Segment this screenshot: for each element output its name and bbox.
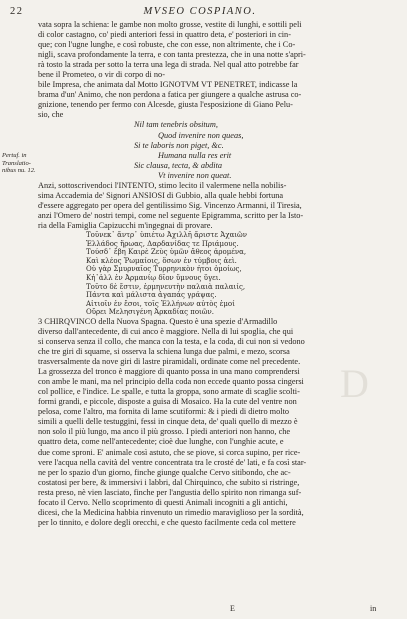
text-line: sio, che — [38, 110, 64, 120]
text-line: vere l'acqua nella cavità del ventre concentrata tra le crosté de' lati, e fa così star- — [38, 457, 307, 467]
text-line: diverso dall'antecedente, di cui anco è maggiore. Nella di lui spoglia, che qui — [38, 326, 294, 336]
text-line: vata sopra la schiena: le gambe non molto grosse, vestite di lunghi, e sottili peli — [38, 20, 302, 29]
text-line: di color castagno, co' piedi anteriori fessi in quattro deta, e' posteriori in cin- — [38, 30, 291, 40]
paragraph-chirquinco — [38, 317, 400, 528]
page-number: 22 — [10, 6, 24, 17]
text-line: non solo il più lungo, ma anco il più grosso. I piedi anteriori non hanno, che — [38, 427, 291, 437]
text-line: Αἰτιοῖν ἐν ἔσοι, τοῖς Ἑλλήνων αὐτὸς ἐμοί — [86, 299, 235, 308]
text-line: que; con l'ugne lunghe, e così robuste, che con esse, non altrimente, che i Co- — [38, 40, 296, 50]
text-line: pelosa, come l'altro, ma fornita di lame scutiformi: & i piedi di dietro molto — [38, 407, 290, 417]
text-line: Κἠ᾽ἀλλ ἐν Ἀρμανίῳ δῖον ὕμνους ὕγει. — [86, 273, 221, 282]
text-line: Τοῦνεκ᾽ ἄντρ᾽ ὑπιέτω Ἀχιλλῆ ἄριστε Ἀχαιῶν — [86, 230, 248, 239]
signature-mark: E — [230, 604, 235, 613]
latin-verse — [38, 120, 400, 180]
text-line: La grossezza del tronco è maggiore di quanto possa in una mano comprendersi — [38, 367, 300, 377]
text-line: Πάντα καὶ μάλιστα ἀγαπάς γράψας. — [86, 291, 217, 300]
show-through-initial: D — [340, 361, 369, 406]
text-line: Si te laboris non piget, &c. — [134, 140, 224, 150]
text-line: per lo tinnito, e dolore degli orecchi, e che questo facilmente ceda col mettere — [38, 517, 296, 527]
text-line: formi grandi, e piccole, disposte a guisa di Mosaico. Ha la cute del ventre non — [38, 397, 297, 407]
text-line: Nil tam tenebris obsitum, — [134, 120, 218, 130]
text-line: Καὶ κλέος Ῥωμαίοις, ὅσων ἐν τύμβοις ἀεὶ. — [86, 256, 237, 265]
text-line: Τούσδ᾽ ἔβη Καιρὲ Ζεὺς ὑμῶν ἄθεος ἀρομένα, — [86, 248, 247, 257]
text-line: d'essere aggregato per opera del gentilissimo Sig. Vincenzo Armanni, il Tiresia, — [38, 200, 302, 210]
margin-note-line: Pertuf. in — [2, 152, 27, 159]
text-line: sima Accademia de' Signori ANSIOSI di Gubbio, alla quale hebbi fortuna — [38, 190, 284, 200]
text-line: con ambe le mani, ma nel principio della coda non eccede quanto possa cingersi — [38, 377, 304, 387]
text-line: quattro deta, come nell'antecedente; cioè due lunghe, con l'unghie acute, e — [38, 437, 284, 447]
greek-epigram — [38, 231, 400, 317]
text-line: Τοῦτο δὲ ἔστιν, ἑρμηνευτὴν παλαιὰ παλαιίς, — [86, 282, 246, 291]
main-text — [38, 20, 400, 528]
text-line: brama d'un' Animo, che non perdona a fatica per giungere a qualche astrusa co- — [38, 90, 302, 100]
text-line: dicesi, che la Medicina habbia rinvenuto un rimedio maraviglioso per la sordità, — [38, 507, 304, 517]
margin-note-line: nibus nu. 12. — [2, 167, 36, 174]
text-line: col pollice, e l'indice. Le spalle, e tutta la groppa, sono armate di scaglie scolti- — [38, 387, 300, 397]
text-line: Sic clausa, tecta, & abdita — [134, 160, 223, 170]
text-line: 3 CHIRQVINCO della Nuova Spagna. Questo è una spezie d'Armadillo — [38, 316, 278, 326]
text-line: Ἑλλάδος ἥρωας, Δαρδανίδας τε Πριάμους. — [86, 239, 239, 248]
text-line: Οὐ γὰρ Σμυρναῖος Τυρρηνικὸν ἦτοι ὁμοίως, — [86, 265, 242, 274]
paragraph-accademia — [38, 181, 400, 231]
text-line: simili a quelli delle testuggini, fessi in cinque deta, de' quali quello di mezzo è — [38, 417, 298, 427]
text-line: focato il Cervo. Nello scoprimento di questi Animali incogniti a gli antichi, — [38, 497, 288, 507]
text-line: si conserva senza il collo, che manca con la testa, e la coda, di cui non si vedono — [38, 337, 305, 347]
text-line: gnizione, tenendo per fermo con Alcesde, giusta l'esposizione di Giano Pelu- — [38, 100, 293, 110]
catchword: in — [370, 604, 377, 613]
text-line: resta preso, nè vien lasciato, finche per l'angustia dello spirito non rimanga suf- — [38, 487, 302, 497]
text-line: ne per lo spazio d'un giorno, finche giunge qualche Cervo sitibondo, che ac- — [38, 467, 291, 477]
text-line: rà tosto la strada per sotto la terra una lega di strada. Nel qual atto potrebbe far — [38, 60, 299, 70]
text-line: bile Impresa, che animata dal Motto IGNOTVM VT PENETRET, indicasse la — [38, 80, 298, 90]
margin-note-line: Translatio- — [2, 159, 31, 167]
text-line: Οὔρει Μελησιγένη Ἀρκαδίας ποιῶν. — [86, 308, 214, 317]
text-line: Vt invenire non queat. — [158, 170, 232, 180]
text-line: Quod invenire non queas, — [158, 130, 244, 140]
text-line: Humana nulla res erit — [158, 150, 232, 160]
text-line: due come sproni. E' animale così astuto, che se piove, si corca supino, per rice- — [38, 447, 301, 457]
text-line: che tre giri di squame, si osserva la schiena lunga due palmi, e mezo, scorsa — [38, 347, 290, 357]
text-line: anzi l'Omero de' nostri tempi, come nel seguente Epigramma, scritto per la Isto- — [38, 210, 304, 220]
margin-note — [2, 152, 36, 175]
paragraph-armadillo-a — [38, 20, 400, 120]
text-line: costatosi per bere, & immersivi i labbri, dal Chirquinco, che subito si ristringe, — [38, 477, 300, 487]
text-line: trasversalmente da nove giri di lastre piramidali, ordinate come nel precedente. — [38, 357, 301, 367]
page-header — [10, 6, 390, 20]
text-line: nigli, scava profondamente la terra, e con tanta prestezza, che in una notte s'apri- — [38, 50, 306, 60]
text-line: ria della Famiglia Capizucchi m'ingegnai di provare. — [38, 220, 213, 230]
text-line: Anzi, sottoscrivendoci l'INTENTO, stimo lecito il valermene nella nobilis- — [38, 180, 287, 190]
running-title: MVSEO COSPIANO. — [143, 6, 257, 17]
text-line: bene il Prometeo, o vir di corpo di no- — [38, 70, 165, 80]
